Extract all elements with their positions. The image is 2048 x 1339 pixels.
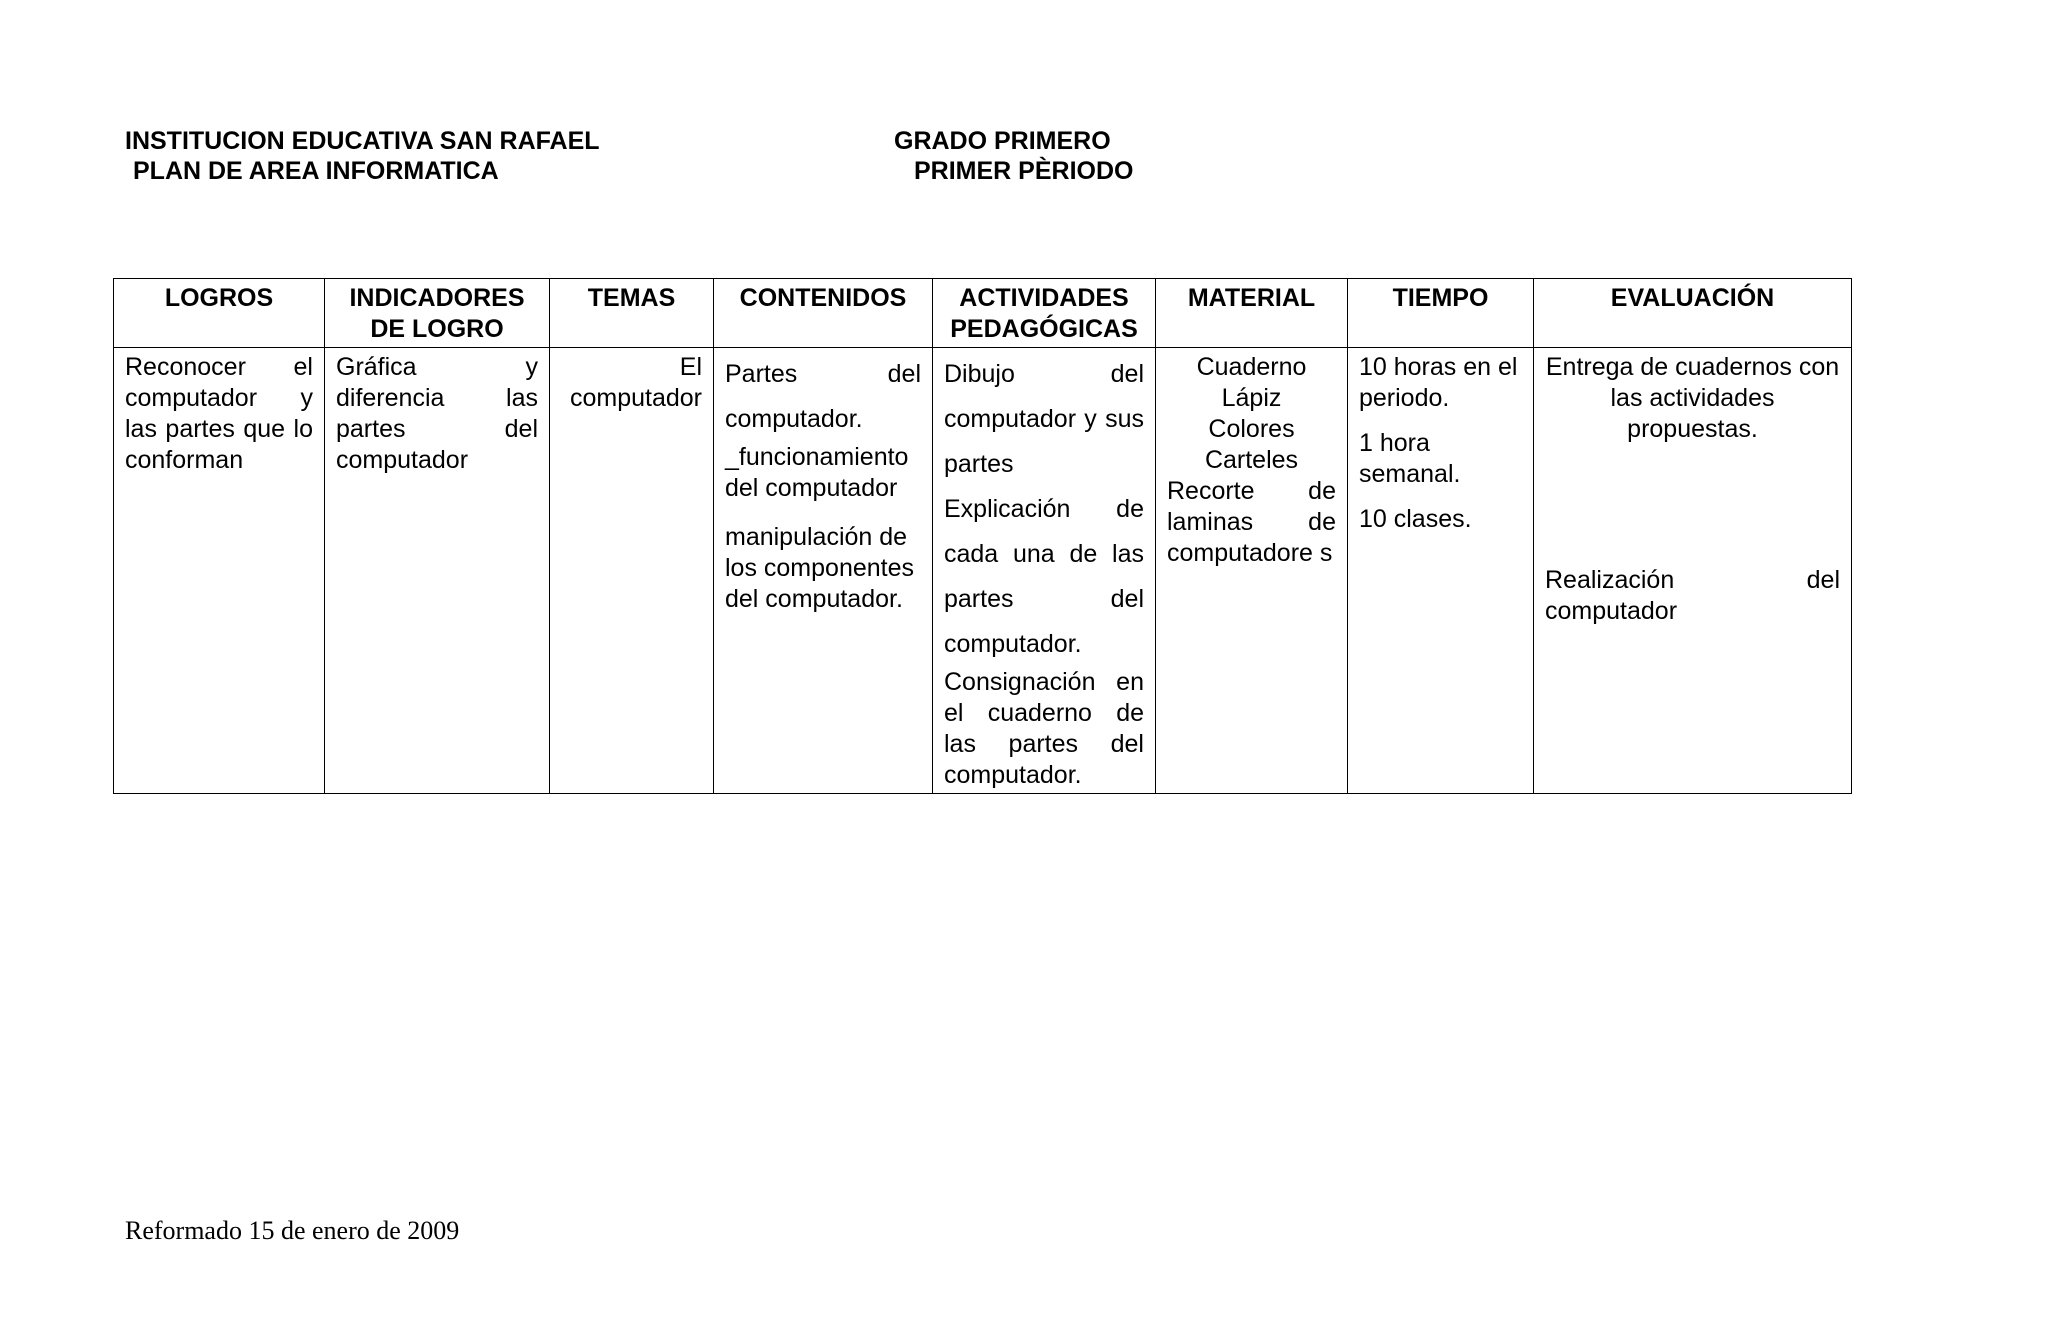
material-item-1: Cuaderno (1196, 353, 1307, 381)
contenidos-item-2: _funcionamiento del computador (725, 443, 909, 502)
material-item-2: Lápiz (1221, 384, 1282, 412)
tiempo-item-3: 10 clases. (1359, 505, 1472, 533)
actividades-item-1: Dibujo del computador y sus partes (944, 360, 1144, 478)
tiempo-item-2: 1 hora semanal. (1359, 429, 1461, 488)
cell-indicadores: Gráfica y diferencia las partes del computador (325, 348, 550, 794)
tiempo-item-1: 10 horas en el periodo. (1359, 353, 1518, 412)
school-name: INSTITUCION EDUCATIVA SAN RAFAEL (125, 127, 600, 155)
revision-note: Reformado 15 de enero de 2009 (125, 1216, 460, 1245)
col-header-evaluacion: EVALUACIÓN (1534, 279, 1852, 348)
col-header-logros: LOGROS (114, 279, 325, 348)
col-header-temas: TEMAS (550, 279, 714, 348)
cell-contenidos (714, 348, 933, 794)
cell-actividades (933, 348, 1156, 794)
col-header-contenidos: CONTENIDOS (714, 279, 933, 348)
material-item-3: Colores (1208, 415, 1295, 443)
period-label: PRIMER PÈRIODO (914, 157, 1134, 185)
evaluacion-item-1: Entrega de cuadernos con las actividades propuestas. (1545, 353, 1840, 443)
contenidos-item-1: Partes del computador. (725, 360, 921, 433)
cell-logros: Reconocer el computador y las partes que lo conforman (114, 348, 325, 794)
cell-temas: El computador (550, 348, 714, 794)
cell-tiempo (1348, 348, 1534, 794)
header-row (114, 279, 1852, 348)
col-header-tiempo: TIEMPO (1348, 279, 1534, 348)
col-header-actividades: ACTIVIDADES PEDAGÓGICAS (933, 279, 1156, 348)
material-item-5: Recorte de laminas de computadore s (1167, 477, 1336, 567)
col-header-material: MATERIAL (1156, 279, 1348, 348)
table-row (114, 348, 1852, 794)
grade-label: GRADO PRIMERO (894, 127, 1111, 155)
actividades-item-2: Explicación de cada una de las partes del computador. (944, 495, 1144, 658)
evaluacion-item-2: Realización del computador (1545, 566, 1840, 625)
actividades-item-3: Consignación en el cuaderno de las partes del computador. (944, 668, 1144, 789)
plan-table (113, 278, 1852, 794)
plan-title: PLAN DE AREA INFORMATICA (133, 157, 499, 185)
col-header-indicadores: INDICADORES DE LOGRO (325, 279, 550, 348)
cell-evaluacion (1534, 348, 1852, 794)
contenidos-item-3: manipulación de los componentes del computador. (725, 523, 915, 613)
material-item-4: Carteles (1204, 446, 1299, 474)
cell-material (1156, 348, 1348, 794)
